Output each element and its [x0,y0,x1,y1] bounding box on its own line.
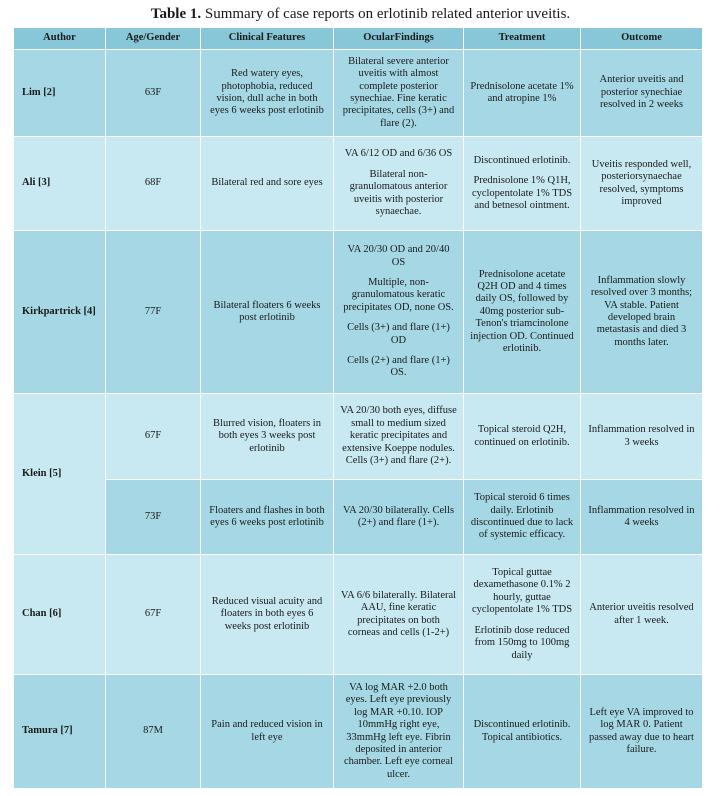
cell-clinical-features: Bilateral floaters 6 weeks post erlotinib [201,231,334,394]
cell-treatment [464,137,581,231]
cell-ocular-findings [334,555,464,675]
cell-treatment [464,555,581,675]
cell-age-gender: 67F [106,394,201,480]
cell-treatment [464,231,581,394]
ocular-paragraph: VA log MAR +2.0 both eyes. Left eye previously log MAR +0.10. IOP 10mmHg right eye, 33mmHg left eye. Fibrin deposited in anterior chamber. Left eye corneal ulcer. [343,681,454,780]
cell-clinical-features: Bilateral red and sore eyes [201,137,334,231]
cell-clinical-features: Red watery eyes, photophobia, reduced vision, dull ache in both eyes 6 weeks post erlotinib [201,50,334,137]
ocular-paragraph: VA 6/12 OD and 6/36 OS [344,148,453,160]
treatment-paragraph: Discontinued erlotinib. Topical antibiotics. [473,719,571,743]
cell-author: Lim [2] [14,50,106,137]
header-clinical-features: Clinical Features [201,28,334,50]
cell-age-gender: 68F [106,137,201,231]
cell-author: Tamura [7] [14,675,106,789]
cell-clinical-features: Reduced visual acuity and floaters in both eyes 6 weeks post erlotinib [201,555,334,675]
header-ocular-findings: OcularFindings [334,28,464,50]
cell-outcome: Uveitis responded well, posteriorsynaechae resolved, symptoms improved [581,137,703,231]
case-reports-table [13,27,703,789]
ocular-paragraph: VA 6/6 bilaterally. Bilateral AAU, fine keratic precipitates on both corneas and cells (1-2+) [340,589,457,638]
treatment-paragraph: Discontinued erlotinib. [473,154,571,166]
ocular-paragraph: Bilateral non-granulomatous anterior uveitis with posterior synaechae. [349,168,448,218]
cell-outcome: Inflammation slowly resolved over 3 months; VA stable. Patient developed brain metastasis and died 3 months later. [581,231,703,394]
header-age-gender: Age/Gender [106,28,201,50]
treatment-paragraph: Prednisolone acetate Q2H OD and 4 times daily OS, followed by 40mg posterior sub-Tenon's triamcinolone injection OD. Continued erlotinib. [470,268,574,355]
ocular-paragraph: VA 20/30 OD and 20/40 OS [347,244,450,268]
treatment-paragraph: Prednisolone 1% Q1H, cyclopentolate 1% TDS and betnesol ointment. [471,175,573,211]
cell-clinical-features: Blurred vision, floaters in both eyes 3 weeks post erlotinib [201,394,334,480]
header-author: Author [14,28,106,50]
cell-outcome: Anterior uveitis resolved after 1 week. [581,555,703,675]
table-row [14,394,703,480]
cell-treatment [464,480,581,555]
ocular-paragraph: VA 20/30 bilaterally. Cells (2+) and flare (1+). [342,504,455,528]
ocular-paragraph: Cells (3+) and flare (1+) OD [347,322,450,346]
table-row [14,137,703,231]
cell-treatment [464,675,581,789]
header-treatment: Treatment [464,28,581,50]
cell-outcome: Inflammation resolved in 3 weeks [581,394,703,480]
treatment-paragraph: Erlotinib dose reduced from 150mg to 100mg daily [474,624,570,661]
table-row [14,480,703,555]
treatment-paragraph: Prednisolone acetate 1% and atropine 1% [470,80,574,104]
cell-ocular-findings [334,675,464,789]
cell-treatment [464,50,581,137]
cell-ocular-findings [334,394,464,480]
cell-ocular-findings [334,480,464,555]
table-header-row [14,28,703,50]
table-caption [0,5,721,23]
cell-ocular-findings [334,231,464,394]
cell-author: Klein [5] [14,394,106,555]
ocular-paragraph: Multiple, non-granulomatous keratic precipitates OD, none OS. [343,276,454,313]
treatment-paragraph: Topical guttae dexamethasone 0.1% 2 hourly, guttae cyclopentolate 1% TDS [471,567,573,616]
cell-age-gender: 63F [106,50,201,137]
cell-outcome: Left eye VA improved to log MAR 0. Patient passed away due to heart failure. [581,675,703,789]
table-caption-text: Summary of case reports on erlotinib related anterior uveitis. [201,6,571,22]
ocular-paragraph: VA 20/30 both eyes, diffuse small to medium sized keratic precipitates and extensive Koeppe nodules. Cells (3+) and flare (2+). [340,405,457,467]
cell-age-gender: 67F [106,555,201,675]
table-row [14,555,703,675]
cell-clinical-features: Floaters and flashes in both eyes 6 weeks post erlotinib [201,480,334,555]
treatment-paragraph: Topical steroid 6 times daily. Erlotinib discontinued due to lack of systemic efficacy. [470,492,574,541]
ocular-paragraph: Cells (2+) and flare (1+) OS. [347,355,450,379]
cell-author: Kirkpartrick [4] [14,231,106,394]
cell-clinical-features: Pain and reduced vision in left eye [201,675,334,789]
cell-age-gender: 73F [106,480,201,555]
cell-treatment [464,394,581,480]
table-row [14,50,703,137]
cell-outcome: Anterior uveitis and posterior synechiae resolved in 2 weeks [581,50,703,137]
cell-ocular-findings [334,137,464,231]
cell-ocular-findings [334,50,464,137]
cell-author: Ali [3] [14,137,106,231]
table-row [14,231,703,394]
cell-author: Chan [6] [14,555,106,675]
cell-age-gender: 87M [106,675,201,789]
header-outcome: Outcome [581,28,703,50]
treatment-paragraph: Topical steroid Q2H, continued on erlotinib. [474,424,570,448]
cell-age-gender: 77F [106,231,201,394]
ocular-paragraph: Bilateral severe anterior uveitis with almost complete posterior synechiae. Fine keratic precipitates, cells (3+) and flare (2). [342,55,455,129]
cell-outcome: Inflammation resolved in 4 weeks [581,480,703,555]
table-row [14,675,703,789]
table-caption-label: Table 1. [150,6,202,22]
